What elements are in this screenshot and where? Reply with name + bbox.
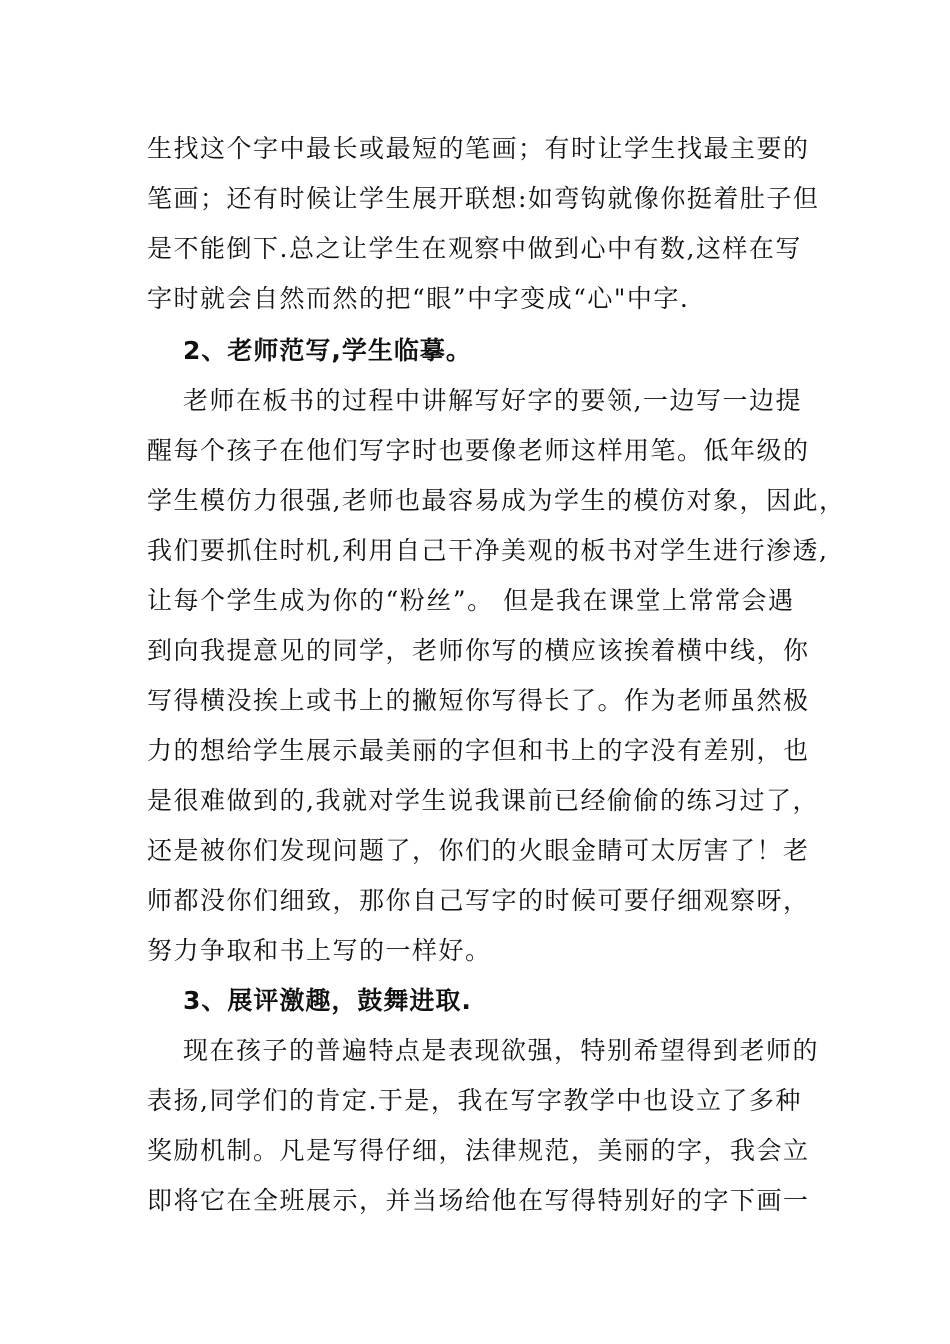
text-line: 奖励机制。凡是写得仔细，法律规范，美丽的字，我会立 bbox=[147, 1136, 810, 1165]
section-heading-2: 2、老师范写,学生临摹。 bbox=[183, 336, 472, 365]
text-line: 力的想给学生展示最美丽的字但和书上的字没有差别，也 bbox=[147, 736, 810, 765]
text-line: 努力争取和书上写的一样好。 bbox=[147, 936, 492, 965]
text-line: 表扬,同学们的肯定.于是，我在写字教学中也设立了多种 bbox=[147, 1086, 802, 1115]
text-line: 是不能倒下.总之让学生在观察中做到心中有数,这样在写 bbox=[147, 234, 802, 263]
text-line: 醒每个孩子在他们写字时也要像老师这样用笔。低年级的 bbox=[147, 436, 810, 465]
text-line: 让每个学生成为你的“粉丝”。 但是我在课堂上常常会遇 bbox=[147, 586, 795, 615]
text-line: 学生模仿力很强,老师也最容易成为学生的模仿对象，因此， bbox=[147, 486, 846, 515]
text-line: 写得横没挨上或书上的撇短你写得长了。作为老师虽然极 bbox=[147, 686, 810, 715]
text-line: 即将它在全班展示，并当场给他在写得特别好的字下画一 bbox=[147, 1186, 810, 1215]
text-line: 师都没你们细致，那你自己写字的时候可要仔细观察呀， bbox=[147, 886, 810, 915]
text-line: 现在孩子的普遍特点是表现欲强，特别希望得到老师的 bbox=[183, 1036, 820, 1065]
section-heading-3: 3、展评激趣，鼓舞进取. bbox=[183, 986, 472, 1015]
text-line: 笔画；还有时候让学生展开联想:如弯钩就像你挺着肚子但 bbox=[147, 184, 820, 213]
text-line: 我们要抓住时机,利用自己干净美观的板书对学生进行渗透, bbox=[147, 536, 829, 565]
text-line: 到向我提意见的同学，老师你写的横应该挨着横中线，你 bbox=[147, 636, 810, 665]
text-line: 老师在板书的过程中讲解写好字的要领,一边写一边提 bbox=[183, 386, 802, 415]
text-line: 字时就会自然而然的把“眼”中字变成“心"中字. bbox=[147, 284, 690, 313]
text-line: 是很难做到的,我就对学生说我课前已经偷偷的练习过了， bbox=[147, 786, 819, 815]
text-line: 还是被你们发现问题了，你们的火眼金睛可太厉害了！老 bbox=[147, 836, 810, 865]
text-line: 生找这个字中最长或最短的笔画；有时让学生找最主要的 bbox=[147, 134, 810, 163]
